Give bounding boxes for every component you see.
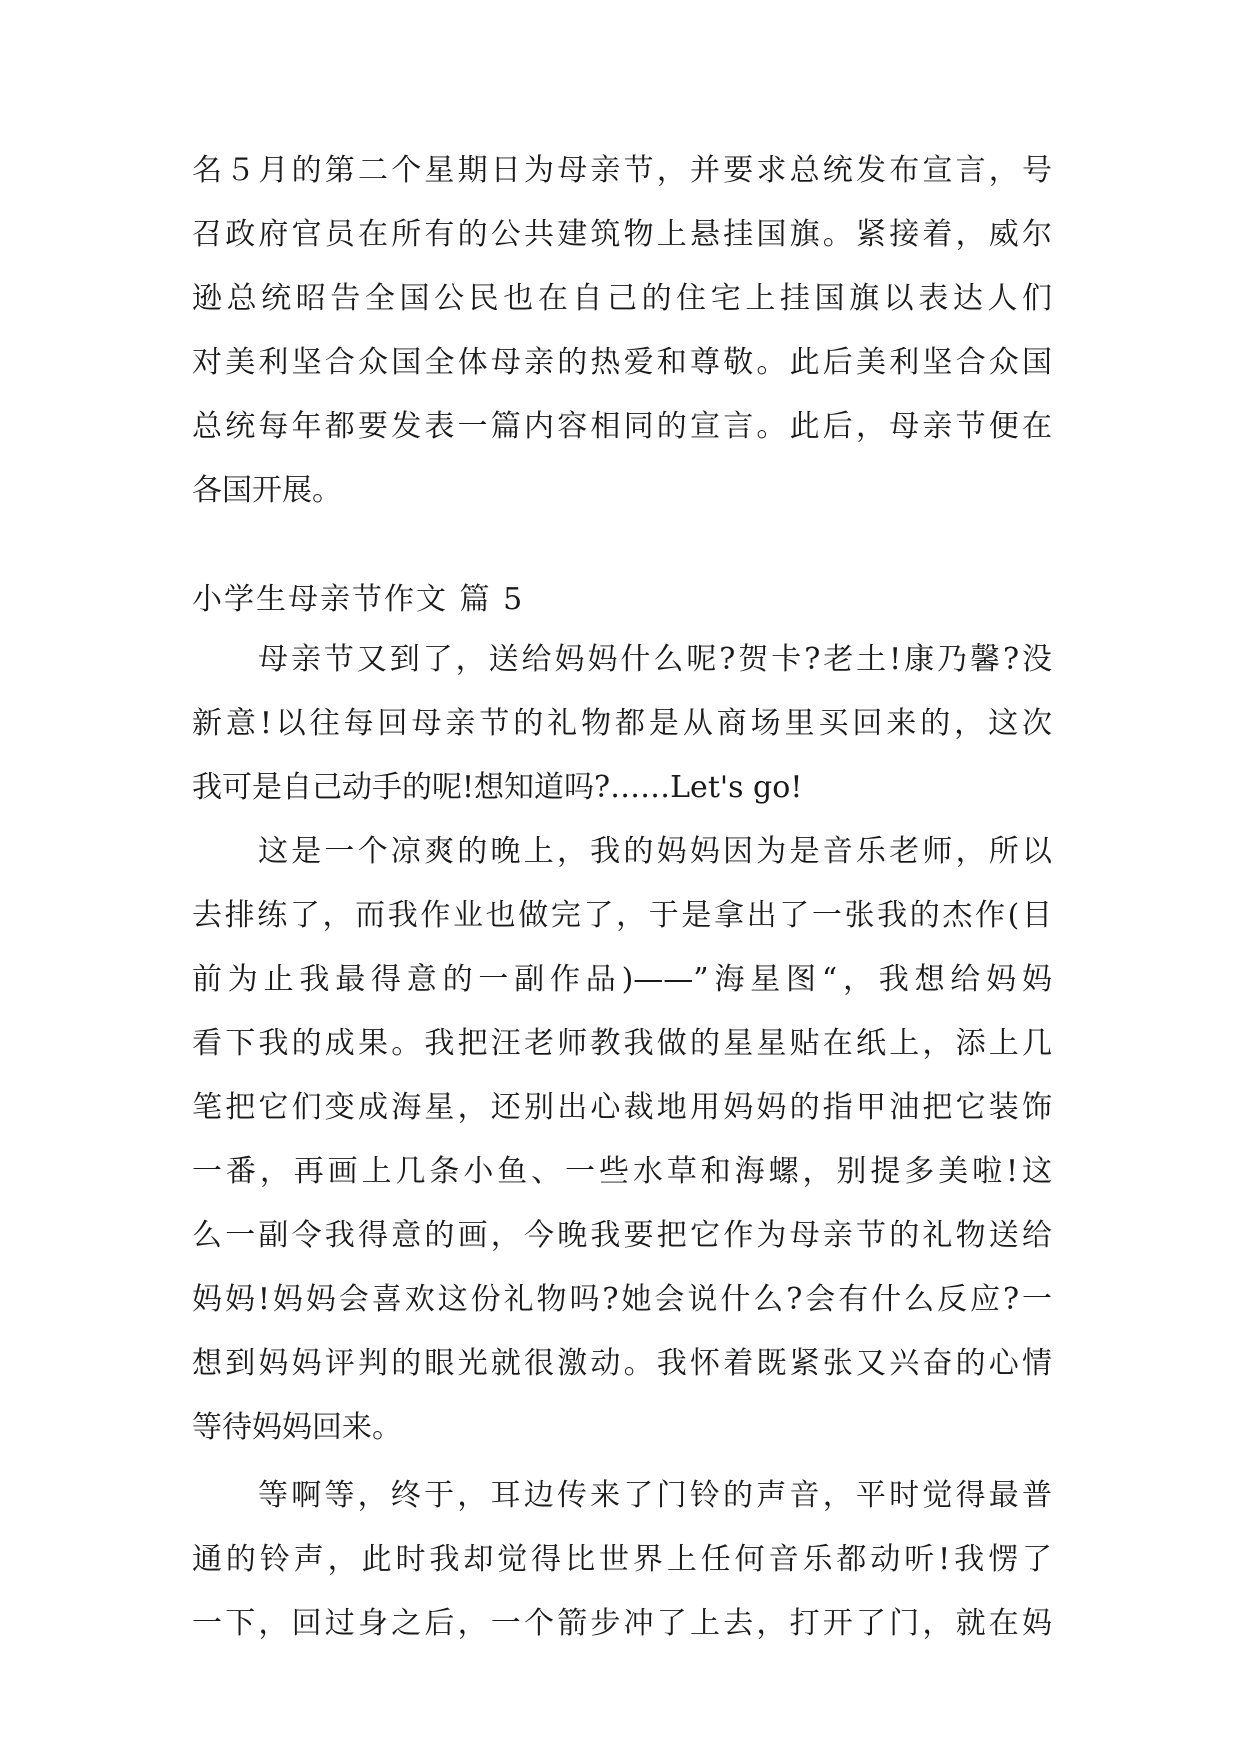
text-line: 看下我的成果。我把汪老师教我做的星星贴在纸上，添上几 (192, 1026, 1052, 1061)
text-line: 母亲节又到了，送给妈妈什么呢?贺卡?老土!康乃馨?没 (258, 642, 1052, 677)
text-line: 一番，再画上几条小鱼、一些水草和海螺，别提多美啦!这 (192, 1154, 1052, 1189)
text-line: 召政府官员在所有的公共建筑物上悬挂国旗。紧接着，威尔 (192, 217, 1052, 252)
text-line: 这是一个凉爽的晚上，我的妈妈因为是音乐老师，所以 (258, 834, 1052, 869)
text-line: 去排练了，而我作业也做完了，于是拿出了一张我的杰作(目 (192, 898, 1052, 933)
text-line: 想到妈妈评判的眼光就很激动。我怀着既紧张又兴奋的心情 (192, 1346, 1052, 1381)
text-line: 妈妈!妈妈会喜欢这份礼物吗?她会说什么?会有什么反应?一 (192, 1282, 1052, 1317)
text-line: 笔把它们变成海星，还别出心裁地用妈妈的指甲油把它装饰 (192, 1090, 1052, 1125)
text-line: 名５月的第二个星期日为母亲节，并要求总统发布宣言，号 (192, 153, 1052, 188)
text-line: 么一副令我得意的画，今晚我要把它作为母亲节的礼物送给 (192, 1218, 1052, 1253)
text-line: 总统每年都要发表一篇内容相同的宣言。此后，母亲节便在 (192, 409, 1052, 444)
text-line: 前为止我最得意的一副作品)——”海星图“，我想给妈妈 (192, 962, 1052, 997)
text-line: 逊总统昭告全国公民也在自己的住宅上挂国旗以表达人们 (192, 281, 1052, 316)
text-line: 对美利坚合众国全体母亲的热爱和尊敬。此后美利坚合众国 (192, 345, 1052, 380)
section-title: 小学生母亲节作文 篇 5 (192, 582, 525, 617)
text-line: 通的铃声，此时我却觉得比世界上任何音乐都动听!我愣了 (192, 1542, 1052, 1577)
text-line: 等待妈妈回来。 (192, 1410, 402, 1445)
text-line: 新意!以往每回母亲节的礼物都是从商场里买回来的，这次 (192, 706, 1052, 741)
text-line: 我可是自己动手的呢!想知道吗?……Let's go! (192, 770, 803, 805)
text-line: 等啊等，终于，耳边传来了门铃的声音，平时觉得最普 (258, 1478, 1052, 1513)
text-line: 各国开展。 (192, 473, 342, 508)
text-line: 一下，回过身之后，一个箭步冲了上去，打开了门，就在妈 (192, 1606, 1052, 1641)
